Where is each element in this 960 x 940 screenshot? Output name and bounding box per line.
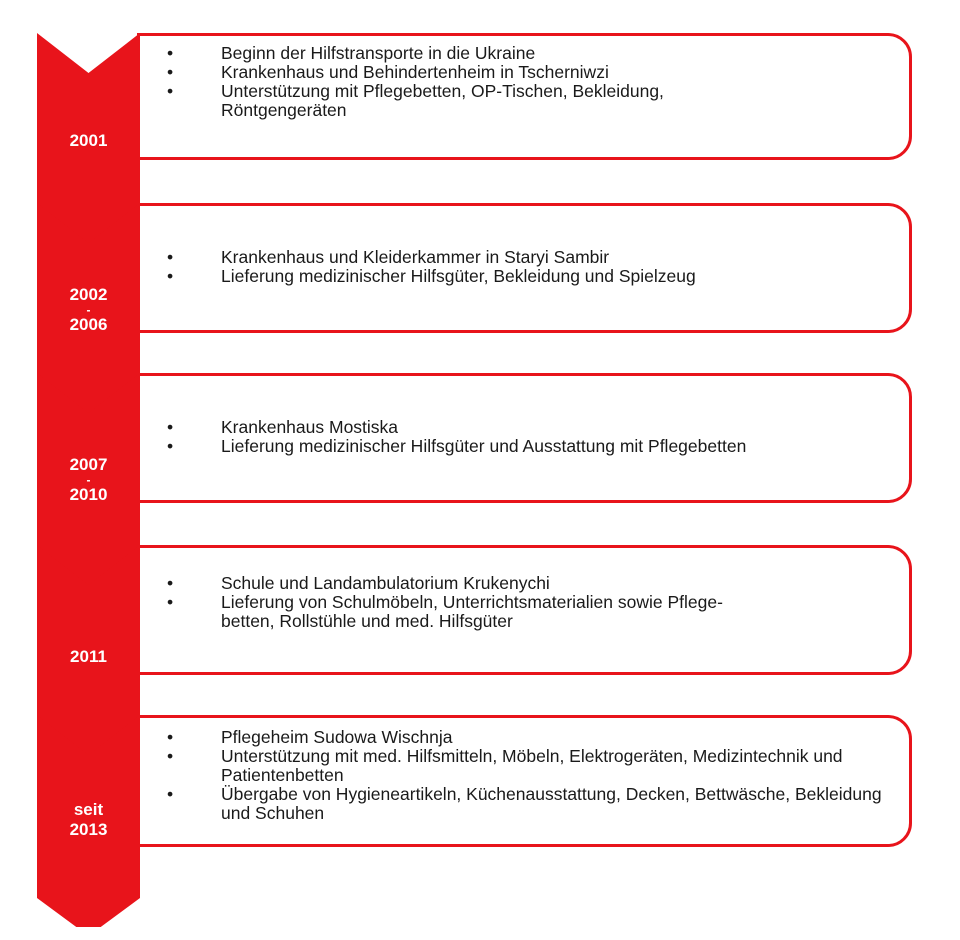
timeline-bullet-item: • Unterstützung mit med. Hilfsmitteln, Möbeln, Elektrogeräten, Medizintechnik und Patientenbetten bbox=[165, 747, 895, 785]
timeline-bullet-item: • Schule und Landambulatorium Krukenychi bbox=[165, 574, 895, 593]
timeline-bullet-item: • Übergabe von Hygieneartikeln, Küchenausstattung, Decken, Bettwäsche, Bekleidung und Schuhen bbox=[165, 785, 895, 823]
year-label: 2007 bbox=[69, 455, 108, 474]
timeline-year-5 bbox=[37, 800, 140, 840]
timeline-year-1 bbox=[37, 131, 140, 151]
timeline-bullet-item: • Beginn der Hilfstransporte in die Ukraine bbox=[165, 44, 895, 63]
year-label: 2010 bbox=[69, 485, 108, 504]
year-label: 2002 bbox=[69, 285, 108, 304]
year-label: seit bbox=[73, 800, 104, 819]
year-range-dash: - bbox=[86, 473, 91, 487]
timeline-bullet-list-4 bbox=[165, 574, 895, 631]
timeline-bullet-item: • Unterstützung mit Pflegebetten, OP-Tischen, Bekleidung, Röntgengeräten bbox=[165, 82, 895, 120]
year-label: 2001 bbox=[69, 131, 108, 150]
timeline-bullet-list-3 bbox=[165, 418, 895, 456]
timeline-bullet-item: • Lieferung medizinischer Hilfsgüter, Bekleidung und Spielzeug bbox=[165, 267, 895, 286]
timeline-bullet-item: • Lieferung medizinischer Hilfsgüter und Ausstattung mit Pflegebetten bbox=[165, 437, 895, 456]
year-label: 2013 bbox=[69, 820, 108, 839]
timeline-bullet-list-5 bbox=[165, 728, 895, 823]
year-range-dash: - bbox=[86, 303, 91, 317]
timeline-bullet-item: • Lieferung von Schulmöbeln, Unterrichtsmaterialien sowie Pflege- betten, Rollstühle und med. Hilfsgüter bbox=[165, 593, 895, 631]
timeline-bullet-item: • Krankenhaus Mostiska bbox=[165, 418, 895, 437]
timeline-year-2 bbox=[37, 285, 140, 335]
timeline-bullet-item: • Pflegeheim Sudowa Wischnja bbox=[165, 728, 895, 747]
year-label: 2006 bbox=[69, 315, 108, 334]
timeline-bullet-item: • Krankenhaus und Kleiderkammer in Staryi Sambir bbox=[165, 248, 895, 267]
timeline-year-4 bbox=[37, 647, 140, 667]
timeline-bullet-item: • Krankenhaus und Behindertenheim in Tscherniwzi bbox=[165, 63, 895, 82]
year-label: 2011 bbox=[70, 647, 107, 666]
timeline-bullet-list-2 bbox=[165, 248, 895, 286]
timeline-bullet-list-1 bbox=[165, 44, 895, 120]
timeline-year-3 bbox=[37, 455, 140, 505]
